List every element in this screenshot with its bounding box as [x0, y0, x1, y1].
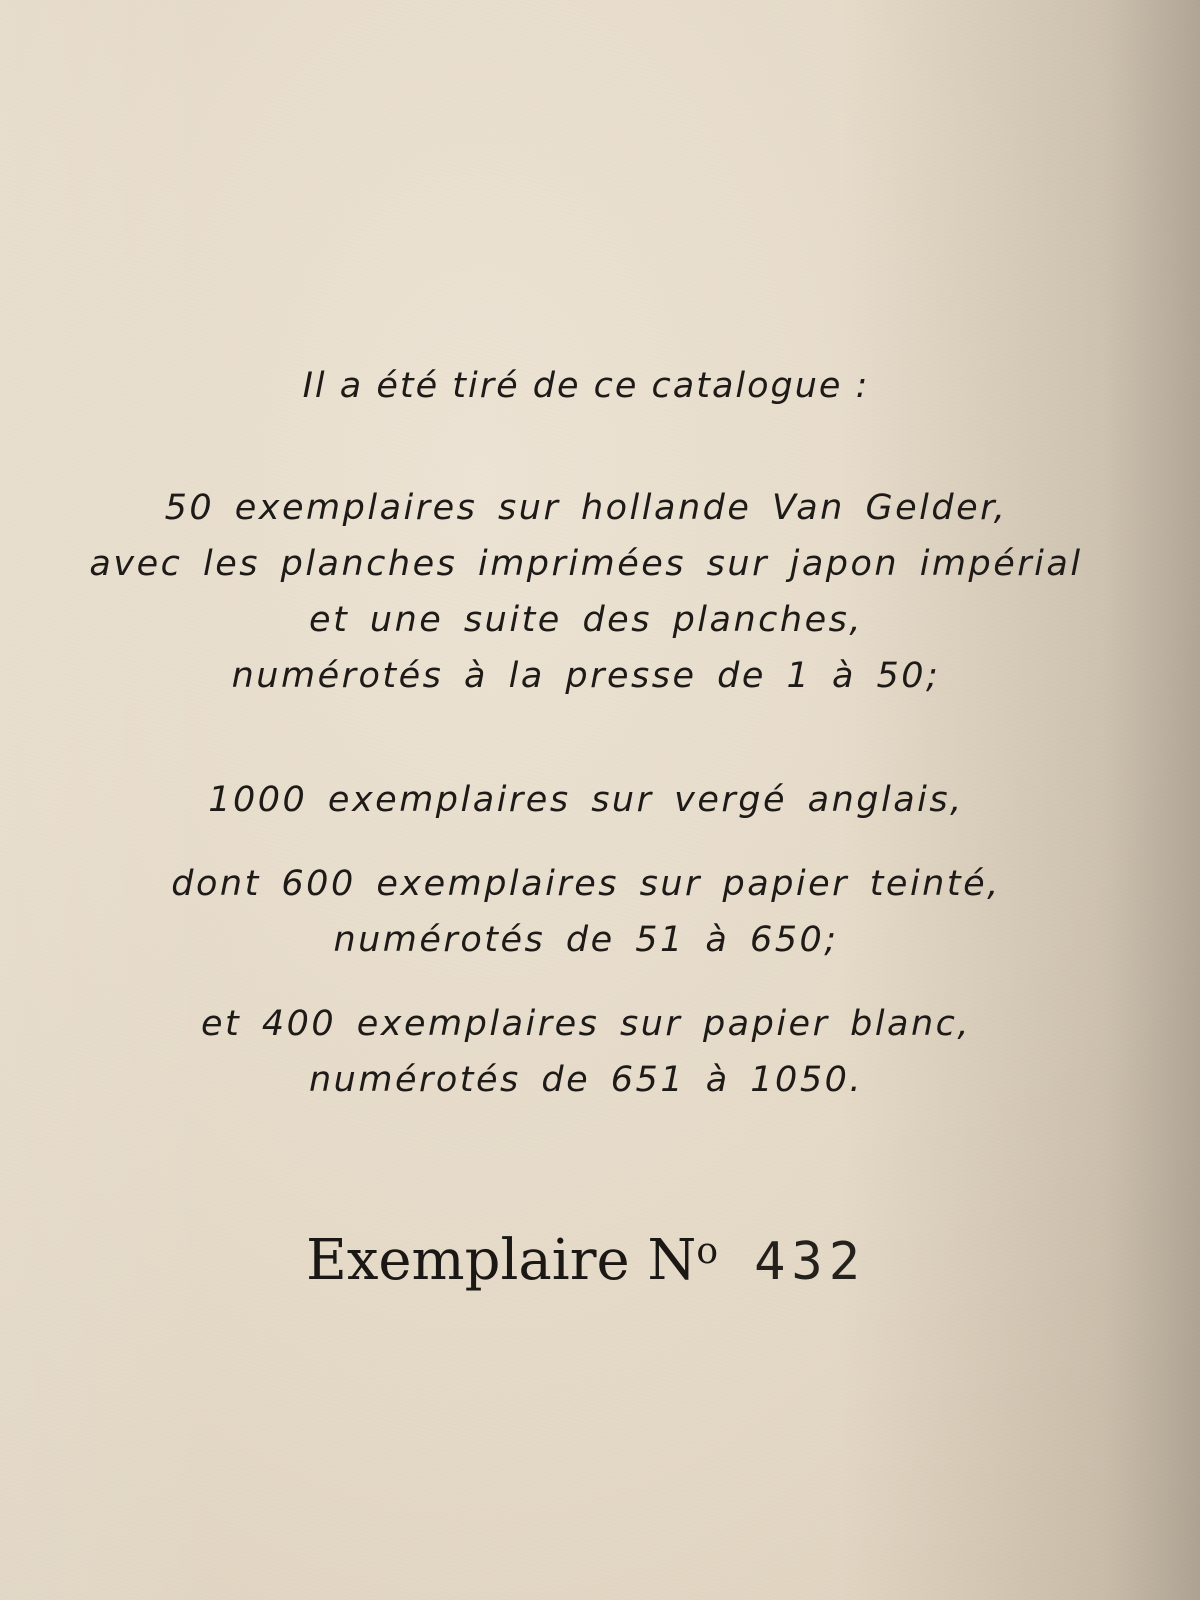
edition-line: numérotés à la presse de 1 à 50; [231, 656, 941, 696]
line-gap [0, 828, 1186, 856]
edition-line: 50 exemplaires sur hollande Van Gelder, [164, 488, 1008, 528]
colophon-intro: Il a été tiré de ce catalogue : [302, 366, 870, 406]
copy-number-stamp: 432 [754, 1232, 867, 1292]
edition-line: dont 600 exemplaires sur papier teinté, [171, 864, 1001, 904]
line-gap [0, 968, 1186, 996]
copy-label: Exemplaire N [305, 1228, 697, 1293]
edition-block-hollande [0, 480, 1186, 704]
edition-line: 1000 exemplaires sur vergé anglais, [208, 780, 964, 820]
copy-ordinal: o [696, 1231, 719, 1272]
edition-line: numérotés de 51 à 650; [333, 920, 839, 960]
edition-line: et une suite des planches, [309, 600, 863, 640]
copy-number [0, 1228, 1186, 1293]
edition-block-verge [0, 772, 1186, 1108]
edition-line: avec les planches imprimées sur japon impérial [89, 544, 1083, 584]
edition-line: numérotés de 651 à 1050. [309, 1060, 863, 1100]
edition-line: et 400 exemplaires sur papier blanc, [200, 1004, 972, 1044]
